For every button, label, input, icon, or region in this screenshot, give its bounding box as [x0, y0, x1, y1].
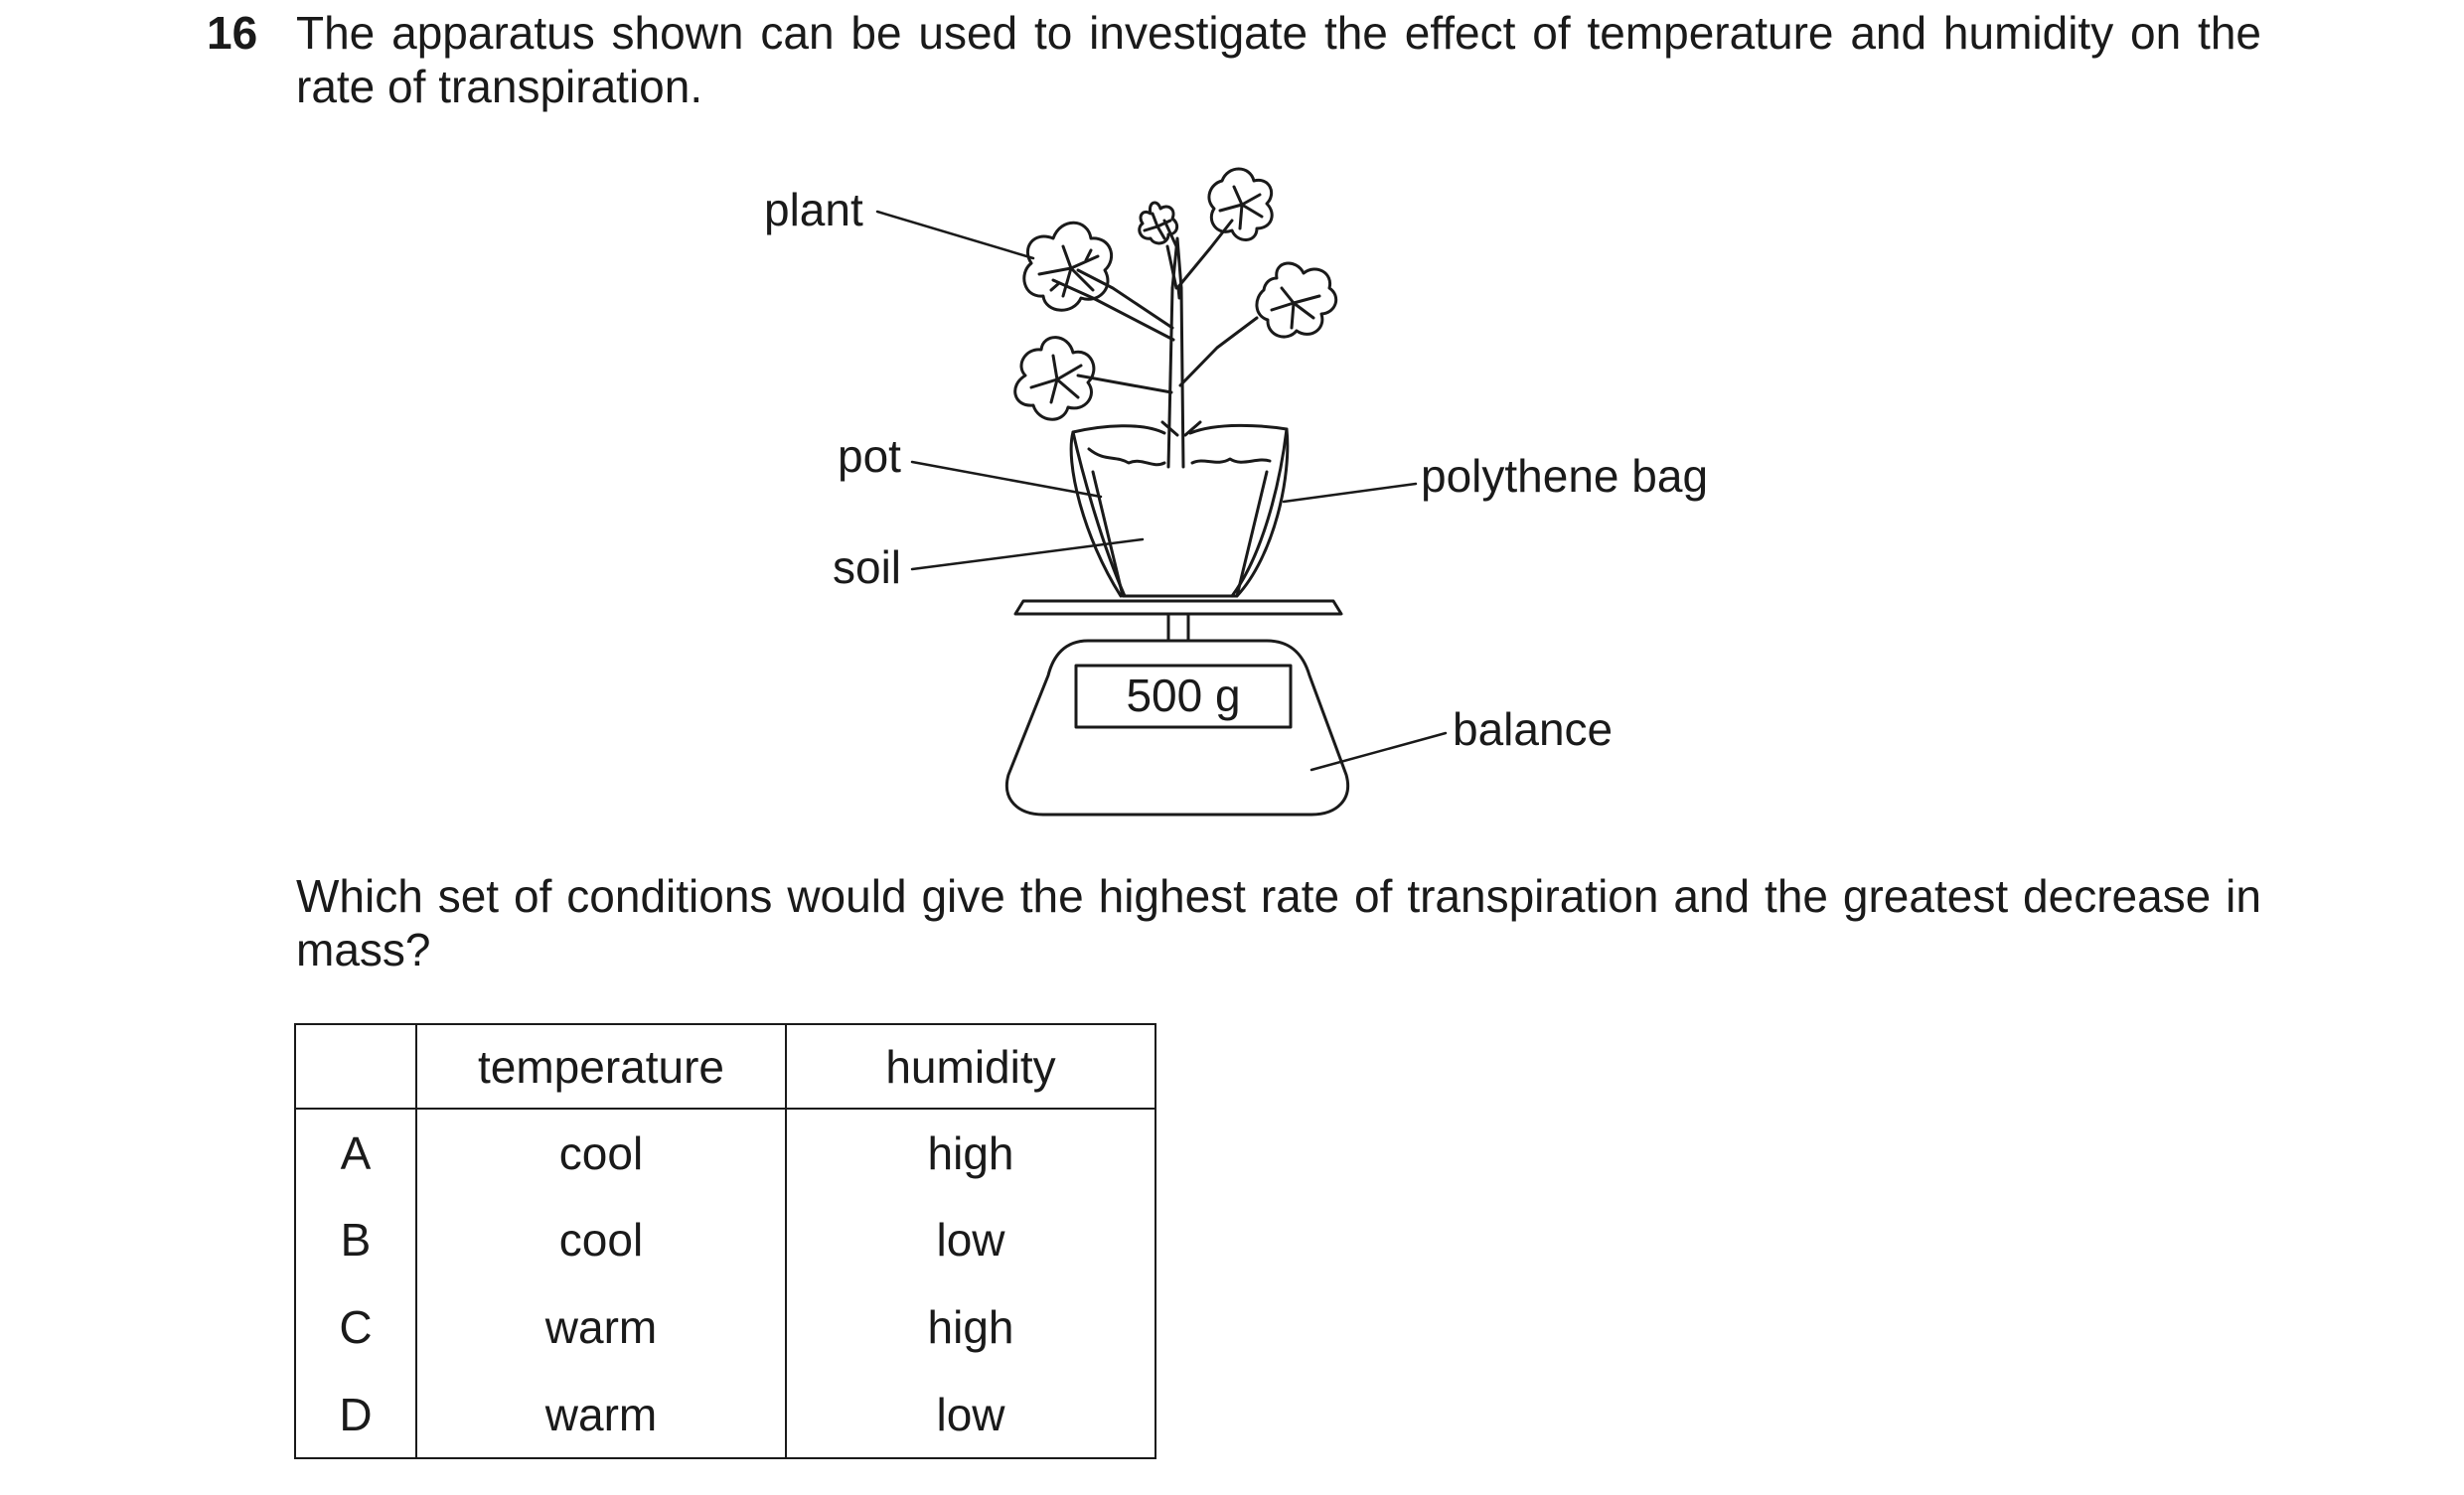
leaf-left-lower [1015, 338, 1094, 420]
table-header-row [295, 1024, 1155, 1109]
header-humidity: humidity [786, 1024, 1155, 1109]
table-row [295, 1109, 1155, 1196]
option-humidity: low [786, 1371, 1155, 1458]
option-letter: D [295, 1371, 416, 1458]
option-letter: C [295, 1283, 416, 1371]
balance-display-reading: 500 g [1126, 670, 1241, 721]
table-row [295, 1196, 1155, 1283]
leaf-left-upper [1024, 223, 1112, 310]
leaf-right-middle [1257, 263, 1336, 337]
option-humidity: high [786, 1283, 1155, 1371]
pot [1093, 472, 1267, 596]
option-letter: A [295, 1109, 416, 1196]
option-humidity: high [786, 1109, 1155, 1196]
header-temperature: temperature [416, 1024, 786, 1109]
options-table [294, 1023, 1156, 1459]
label-polythene-bag: polythene bag [1421, 450, 1709, 502]
label-balance: balance [1453, 703, 1614, 755]
question-intro: The apparatus shown can be used to investigate the effect of temperature and humidity on the rate of transpiration. [296, 7, 2261, 112]
option-temperature: cool [416, 1109, 786, 1196]
question-number: 16 [207, 7, 258, 59]
header-letter [295, 1024, 416, 1109]
label-pot: pot [838, 430, 901, 482]
option-temperature: cool [416, 1196, 786, 1283]
label-plant: plant [764, 184, 863, 235]
label-soil: soil [833, 541, 902, 593]
option-temperature: warm [416, 1283, 786, 1371]
question-prompt: Which set of conditions would give the highest rate of transpiration and the greatest decrease in mass? [296, 870, 2261, 975]
option-humidity: low [786, 1196, 1155, 1283]
leaf-top-right [1209, 169, 1272, 240]
option-letter: B [295, 1196, 416, 1283]
table-row [295, 1371, 1155, 1458]
option-temperature: warm [416, 1371, 786, 1458]
table-row [295, 1283, 1155, 1371]
